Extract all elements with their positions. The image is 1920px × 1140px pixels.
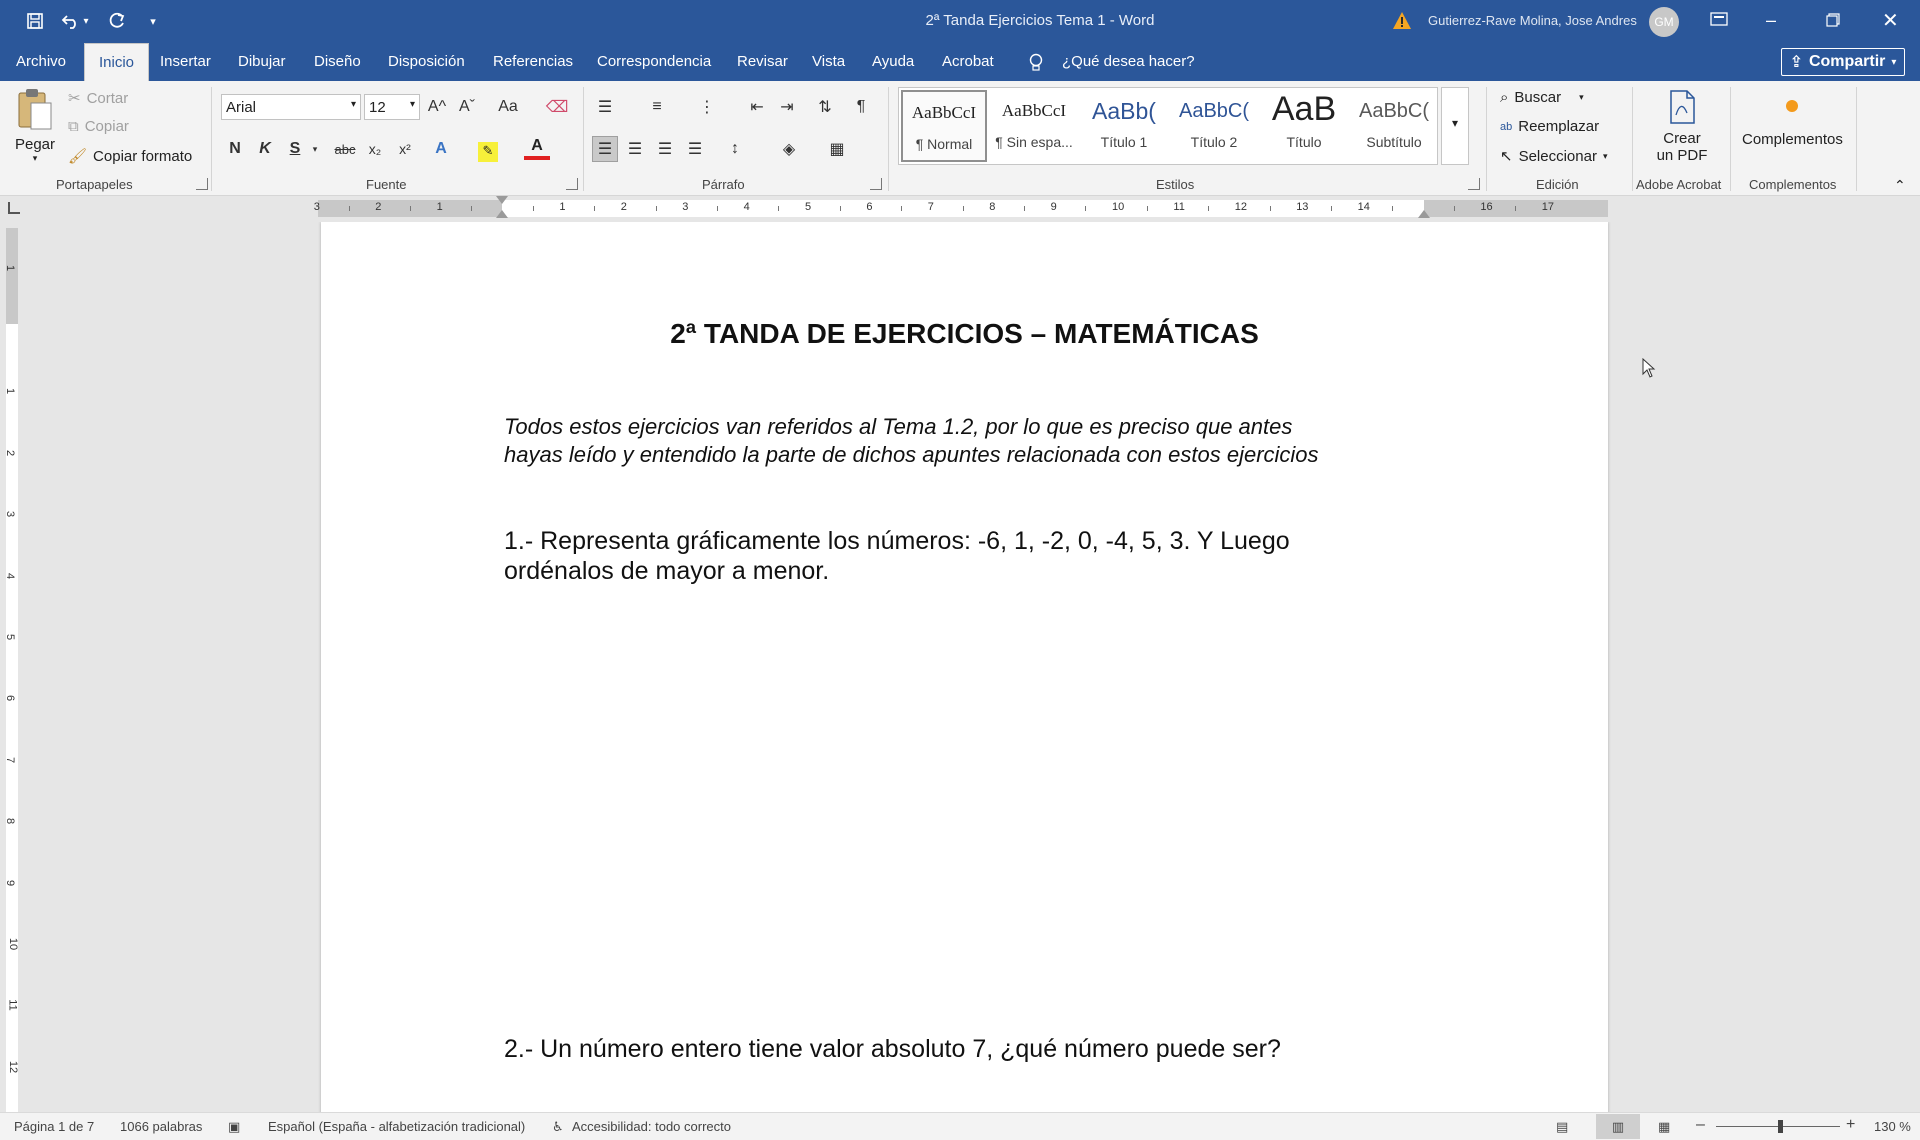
ruler-label: 2 xyxy=(375,201,382,213)
clipboard-icon xyxy=(15,87,55,133)
ruler-label: 1 xyxy=(436,201,443,213)
document-area xyxy=(24,222,1920,1112)
addins-icon[interactable] xyxy=(1786,100,1798,112)
ruler-tick xyxy=(778,206,779,211)
separator xyxy=(211,87,212,191)
chevron-down-icon: ▾ xyxy=(350,99,356,110)
style-name: ¶ Normal xyxy=(915,136,973,152)
save-icon[interactable] xyxy=(22,8,48,34)
replace-label: Reemplazar xyxy=(1518,118,1600,135)
zoom-out-icon[interactable]: – xyxy=(1696,1116,1705,1133)
style-sample: AaBb( xyxy=(1092,98,1156,124)
find-button[interactable] xyxy=(1500,89,1584,106)
exercise-1-line-2[interactable]: ordénalos de mayor a menor. xyxy=(504,557,830,585)
ruler-label: 9 xyxy=(1050,201,1057,213)
vruler-label: 8 xyxy=(4,818,17,825)
text-effects-button[interactable]: A xyxy=(435,140,447,157)
group-label-addins: Complementos xyxy=(1749,177,1837,192)
redo-icon[interactable] xyxy=(104,8,130,34)
search-icon: ⌕ xyxy=(1500,89,1509,106)
ruler-margin xyxy=(6,228,18,324)
tab-correspondencia[interactable]: Correspondencia xyxy=(597,53,712,70)
ruler-label: 13 xyxy=(1296,201,1309,213)
font-color-button[interactable]: A xyxy=(524,136,550,160)
style-title[interactable] xyxy=(1261,90,1347,162)
separator xyxy=(583,87,584,191)
shrink-font-icon[interactable]: Aˇ xyxy=(459,98,475,115)
intro-line-2[interactable]: hayas leído y entendido la parte de dichos apuntes relacionada con estos ejercicios xyxy=(504,442,1319,467)
title-bar xyxy=(0,0,1920,43)
font-size-select[interactable] xyxy=(364,94,420,120)
separator xyxy=(888,87,889,191)
chevron-down-icon: ▾ xyxy=(1891,56,1897,68)
ruler-tick xyxy=(1270,206,1271,211)
addins-button[interactable]: Complementos xyxy=(1742,131,1843,148)
ruler-tick xyxy=(656,206,657,211)
close-icon[interactable]: ✕ xyxy=(1882,10,1899,32)
ruler-label: 17 xyxy=(1541,201,1555,213)
ruler-tick xyxy=(471,206,472,211)
chevron-down-icon: ▾ xyxy=(32,153,38,163)
create-pdf-label-1: Crear xyxy=(1663,130,1701,147)
clipboard-launcher-icon[interactable] xyxy=(196,178,208,190)
avatar[interactable]: GM xyxy=(1649,7,1679,37)
undo-dropdown-icon[interactable]: ▾ xyxy=(83,15,89,27)
format-painter-button[interactable] xyxy=(68,147,192,165)
vruler-label: 3 xyxy=(4,511,17,518)
style-heading-2[interactable] xyxy=(1171,90,1257,162)
ruler-label: 5 xyxy=(805,201,812,213)
ruler-tick xyxy=(1147,206,1148,211)
zoom-slider-thumb[interactable] xyxy=(1778,1120,1783,1133)
ribbon-tabs xyxy=(0,43,1920,81)
ruler-tick xyxy=(594,206,595,211)
tab-acrobat[interactable]: Acrobat xyxy=(942,53,994,70)
ruler-tick xyxy=(1454,206,1455,211)
customize-icon[interactable]: ▾ xyxy=(150,15,156,28)
select-button[interactable] xyxy=(1500,147,1608,165)
mouse-cursor-icon xyxy=(1642,358,1656,383)
share-button[interactable] xyxy=(1781,48,1905,76)
borders-icon[interactable]: ▦ xyxy=(829,141,845,158)
style-sample: AaBbC( xyxy=(1178,100,1250,122)
web-layout-icon[interactable]: ▦ xyxy=(1658,1119,1671,1134)
ruler-tick xyxy=(1515,206,1516,211)
italic-button[interactable]: K xyxy=(259,140,271,157)
vruler-label: 1 xyxy=(4,388,17,395)
zoom-in-icon[interactable]: + xyxy=(1846,1116,1856,1133)
style-subtitle[interactable] xyxy=(1351,90,1437,162)
group-label-font: Fuente xyxy=(366,177,407,192)
proofing-icon[interactable]: ▣ xyxy=(228,1119,241,1134)
font-name-value: Arial xyxy=(226,99,257,116)
show-formatting-icon[interactable]: ¶ xyxy=(856,98,866,115)
ruler-tick xyxy=(1392,206,1393,211)
style-sample: AaBbC( xyxy=(1358,100,1430,122)
chevron-down-icon[interactable]: ▾ xyxy=(312,143,318,154)
separator xyxy=(1486,87,1487,191)
ruler-tick xyxy=(410,206,411,211)
vruler-label: 12 xyxy=(7,1060,20,1073)
bullets-icon[interactable]: ☰ xyxy=(597,99,613,116)
style-normal[interactable] xyxy=(901,90,987,162)
page-count[interactable]: Página 1 de 7 xyxy=(14,1119,95,1134)
ruler-tick xyxy=(963,206,964,211)
ruler-tick xyxy=(1331,206,1332,211)
first-line-indent-icon[interactable] xyxy=(496,196,508,204)
intro-line-1[interactable]: Todos estos ejercicios van referidos al Tema 1.2, por lo que es preciso que antes xyxy=(504,414,1293,439)
tab-insertar[interactable]: Insertar xyxy=(160,53,211,70)
ruler-tick xyxy=(1085,206,1086,211)
decrease-indent-icon[interactable]: ⇤ xyxy=(750,99,764,116)
replace-button[interactable] xyxy=(1500,118,1599,135)
ruler-label: 3 xyxy=(682,201,689,213)
ruler-label: 4 xyxy=(743,201,750,213)
align-right-icon[interactable]: ☰ xyxy=(657,141,673,158)
style-name: Título xyxy=(1286,134,1322,150)
replace-icon: ab xyxy=(1500,120,1513,133)
ribbon-display-icon[interactable] xyxy=(1710,12,1728,31)
vruler-label: 2 xyxy=(4,449,17,456)
chevron-down-icon: ▾ xyxy=(409,99,415,110)
ruler-text-area xyxy=(6,324,18,1112)
tab-inicio[interactable]: Inicio xyxy=(84,43,149,81)
group-label-paragraph: Párrafo xyxy=(702,177,745,192)
bold-button[interactable]: N xyxy=(229,140,241,157)
highlight-icon[interactable]: ✎ xyxy=(478,142,498,162)
status-bar xyxy=(0,1112,1920,1140)
read-mode-icon[interactable]: ▤ xyxy=(1556,1119,1569,1134)
paste-label: Pegar xyxy=(14,136,56,153)
style-sample: AaBbCcI xyxy=(1001,101,1067,120)
accessibility-status[interactable]: Accesibilidad: todo correcto xyxy=(572,1119,731,1134)
ruler-label: 11 xyxy=(1173,201,1185,213)
format-painter-label: Copiar formato xyxy=(93,147,193,165)
tab-diseno[interactable]: Diseño xyxy=(314,53,361,70)
styles-more-icon[interactable]: ▾ xyxy=(1441,87,1469,165)
ruler-label: 14 xyxy=(1357,201,1370,213)
vruler-label: 4 xyxy=(4,572,17,579)
grow-font-icon[interactable]: A^ xyxy=(427,98,447,115)
copy-icon: ⧉ xyxy=(68,118,79,135)
superscript-button[interactable]: x² xyxy=(399,141,411,157)
numbering-icon[interactable]: ≡ xyxy=(652,98,662,115)
separator xyxy=(1856,87,1857,191)
tab-dibujar[interactable]: Dibujar xyxy=(238,53,286,70)
create-pdf-button[interactable] xyxy=(1652,89,1712,164)
ruler-label: 7 xyxy=(927,201,934,213)
style-heading-1[interactable] xyxy=(1081,90,1167,162)
tab-vista[interactable]: Vista xyxy=(812,53,846,70)
font-size-value: 12 xyxy=(369,99,386,116)
shading-icon[interactable]: ◈ xyxy=(782,141,796,158)
tell-me-input[interactable]: ¿Qué desea hacer? xyxy=(1062,53,1195,70)
justify-icon[interactable]: ☰ xyxy=(687,141,703,158)
style-sample: AaB xyxy=(1271,90,1337,128)
minimize-icon[interactable]: – xyxy=(1766,10,1777,30)
font-launcher-icon[interactable] xyxy=(566,178,578,190)
change-case-icon[interactable]: Aa xyxy=(498,98,518,115)
chevron-down-icon: ▾ xyxy=(1579,92,1584,102)
increase-indent-icon[interactable]: ⇥ xyxy=(780,99,794,116)
group-label-editing: Edición xyxy=(1536,177,1579,192)
user-name[interactable]: Gutierrez-Rave Molina, Jose Andres xyxy=(1428,13,1637,28)
warning-icon[interactable] xyxy=(1392,11,1412,35)
font-name-select[interactable] xyxy=(221,94,361,120)
style-name: Subtítulo xyxy=(1366,134,1422,150)
style-no-spacing[interactable] xyxy=(991,90,1077,162)
ruler-label: 16 xyxy=(1480,201,1493,213)
ruler-label: 2 xyxy=(620,201,627,213)
vruler-label: 5 xyxy=(4,633,17,641)
collapse-ribbon-icon[interactable]: ⌃ xyxy=(1894,177,1906,193)
group-label-styles: Estilos xyxy=(1156,177,1195,192)
vruler-label: 6 xyxy=(4,695,17,702)
tab-revisar[interactable]: Revisar xyxy=(737,53,788,70)
group-label-clipboard: Portapapeles xyxy=(56,177,133,192)
ribbon xyxy=(0,81,1920,196)
vruler-label: 11 xyxy=(6,999,19,1012)
line-spacing-icon[interactable]: ↕ xyxy=(731,140,739,157)
paragraph-launcher-icon[interactable] xyxy=(870,178,882,190)
exercise-1-line-1[interactable]: 1.- Representa gráficamente los números: -6, 1, -2, 0, -4, 5, 3. Y Luego xyxy=(504,527,1290,555)
window-title: 2ª Tanda Ejercicios Tema 1 - Word xyxy=(925,12,1155,29)
vruler-label: 7 xyxy=(4,756,17,763)
strikethrough-button[interactable]: abc xyxy=(334,141,356,157)
vertical-ruler xyxy=(0,222,24,1112)
styles-launcher-icon[interactable] xyxy=(1468,178,1480,190)
sort-icon[interactable]: ⇅ xyxy=(818,99,832,116)
vruler-label: 10 xyxy=(7,937,20,951)
ruler-tick xyxy=(840,206,841,211)
separator xyxy=(1730,87,1731,191)
style-name: Título 1 xyxy=(1100,134,1148,150)
paintbrush-icon: 🖌 xyxy=(68,148,88,165)
tab-referencias[interactable]: Referencias xyxy=(493,53,574,70)
accessibility-icon[interactable]: ♿ xyxy=(552,1119,564,1134)
lightbulb-icon[interactable] xyxy=(1028,53,1044,78)
ruler-tick xyxy=(901,206,902,211)
ruler-label: 12 xyxy=(1234,201,1248,213)
restore-icon[interactable] xyxy=(1826,13,1840,32)
underline-button[interactable]: S xyxy=(289,140,301,157)
find-label: Buscar xyxy=(1514,89,1562,106)
chevron-down-icon: ▾ xyxy=(1602,150,1608,161)
share-icon: ⇪ xyxy=(1789,54,1803,71)
subscript-button[interactable]: x₂ xyxy=(368,141,382,157)
pdf-icon xyxy=(1667,89,1697,125)
group-label-acrobat: Adobe Acrobat xyxy=(1636,177,1722,192)
tab-archivo[interactable]: Archivo xyxy=(16,53,67,70)
word-count[interactable]: 1066 palabras xyxy=(120,1119,203,1134)
copy-label: Copiar xyxy=(84,118,129,135)
print-layout-icon[interactable]: ▥ xyxy=(1596,1114,1640,1139)
cut-button[interactable] xyxy=(68,89,128,107)
ruler-tick xyxy=(533,206,534,211)
style-name: Título 2 xyxy=(1190,134,1238,150)
document-page[interactable] xyxy=(321,222,1608,1112)
vruler-label: 9 xyxy=(4,879,17,886)
clear-formatting-icon[interactable]: ⌫ xyxy=(545,99,569,116)
ruler-tick xyxy=(717,206,718,211)
ruler-label: 3 xyxy=(313,201,320,213)
multilevel-list-icon[interactable]: ⋮ xyxy=(699,99,715,116)
ruler-label: 10 xyxy=(1112,201,1125,213)
ruler-tick xyxy=(1024,206,1025,211)
ruler-tick xyxy=(349,206,350,211)
language[interactable]: Español (España - alfabetización tradicional) xyxy=(268,1119,526,1134)
scissors-icon: ✂ xyxy=(68,90,81,107)
vruler-label: 1 xyxy=(4,264,17,272)
tab-ayuda[interactable]: Ayuda xyxy=(872,53,915,70)
cut-label: Cortar xyxy=(86,89,129,107)
horizontal-ruler xyxy=(0,196,1920,222)
hanging-indent-icon[interactable] xyxy=(496,210,508,218)
ruler-label: 1 xyxy=(559,201,566,213)
align-center-icon[interactable]: ☰ xyxy=(627,141,643,158)
create-pdf-label-2: un PDF xyxy=(1656,147,1708,164)
tab-stop-icon[interactable] xyxy=(8,202,20,214)
cursor-icon: ↖ xyxy=(1500,148,1513,165)
right-indent-icon[interactable] xyxy=(1418,210,1430,218)
style-name: ¶ Sin espa... xyxy=(995,134,1073,150)
ruler-tick xyxy=(1208,206,1209,211)
ruler-label: 6 xyxy=(866,201,873,213)
select-label: Seleccionar xyxy=(1518,147,1597,165)
paste-button[interactable] xyxy=(12,87,58,173)
separator xyxy=(1632,87,1633,191)
tab-disposicion[interactable]: Disposición xyxy=(388,53,465,70)
copy-button[interactable] xyxy=(68,118,129,135)
page-title[interactable]: 2ª TANDA DE EJERCICIOS – MATEMÁTICAS xyxy=(670,318,1259,349)
zoom-level[interactable]: 130 % xyxy=(1874,1119,1911,1134)
ruler-label: 8 xyxy=(989,201,996,213)
align-left-icon[interactable]: ☰ xyxy=(592,136,618,162)
exercise-2[interactable]: 2.- Un número entero tiene valor absoluto 7, ¿qué número puede ser? xyxy=(504,1035,1281,1063)
style-sample: AaBbCcI xyxy=(911,103,977,122)
share-label: Compartir xyxy=(1808,53,1886,70)
